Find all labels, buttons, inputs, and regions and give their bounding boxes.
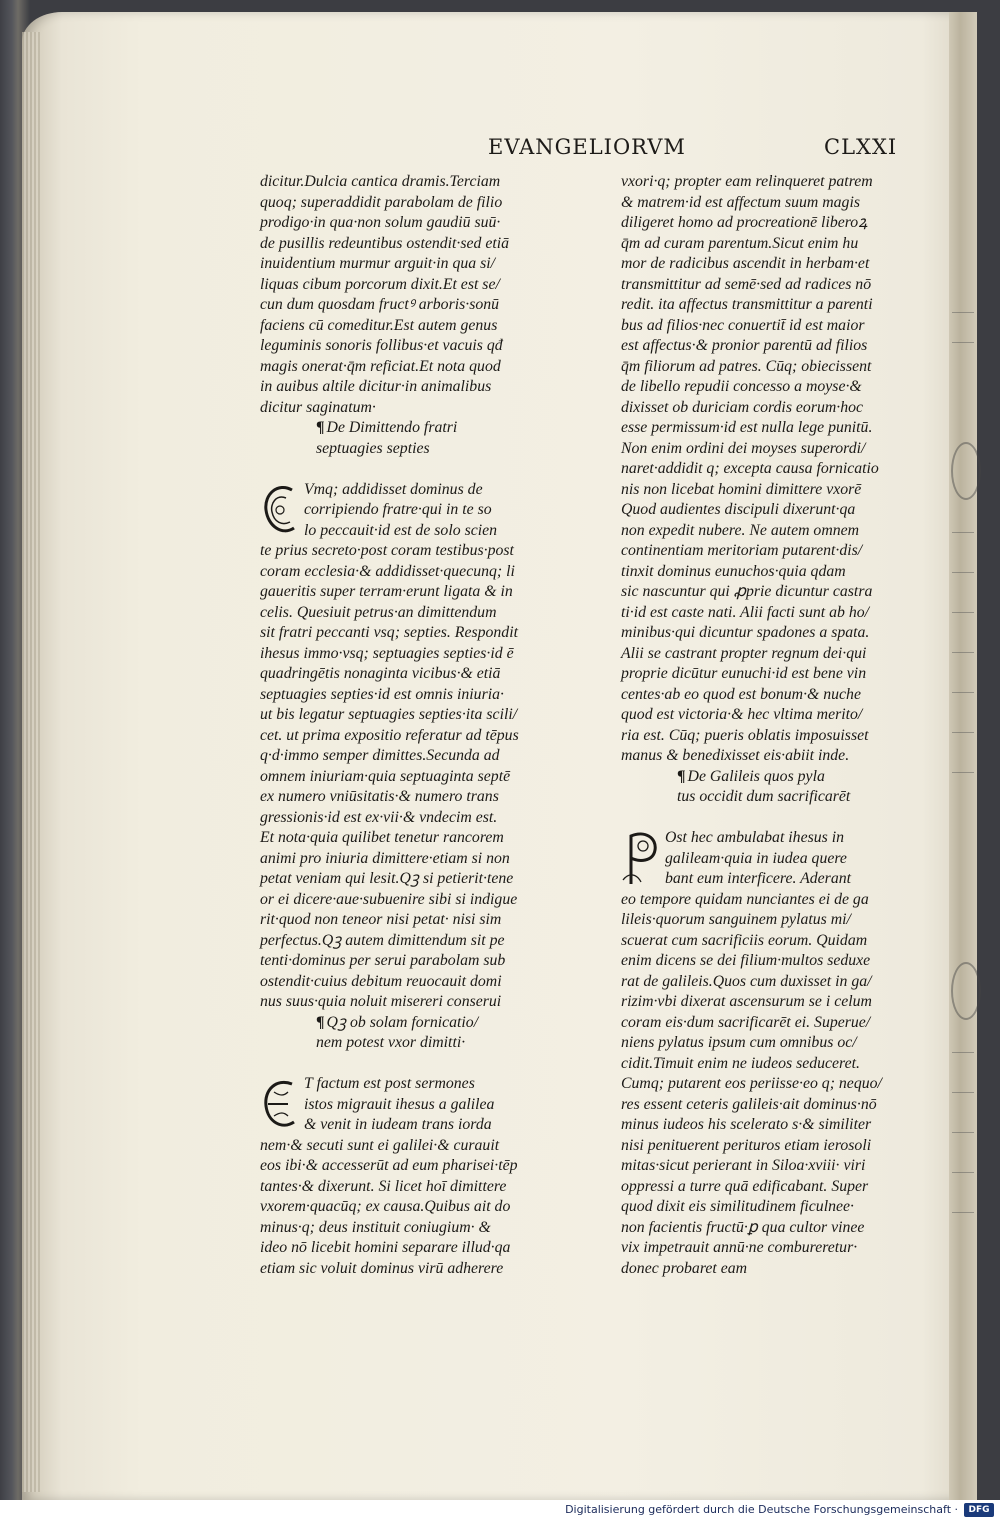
text-line: sic nascuntur qui ꝓprie dicuntur castra bbox=[621, 583, 873, 600]
text-line: corripiendo fratre·qui in te so bbox=[304, 501, 492, 518]
text-line: nis non licebat homini dimittere vxorē bbox=[621, 480, 862, 498]
rubric-heading-cont: septuagies septies bbox=[316, 439, 430, 457]
text-line: rit·quod non teneor nisi petat· nisi sim bbox=[260, 911, 502, 928]
text-line: te prius secreto·post coram testibus·post bbox=[260, 542, 514, 559]
text-line: ostendit·cuius debitum reuocauit domi bbox=[260, 972, 502, 990]
text-line: q̄m ad curam parentum.Sicut enim hu bbox=[621, 234, 859, 252]
text-line: magis onerat·q̄m reficiat.Et nota quod bbox=[260, 357, 501, 375]
text-line: celis. Quesiuit petrus·an dimittendum bbox=[260, 603, 497, 621]
text-line: tantes·& dixerunt. Si licet hoī dimittere bbox=[260, 1177, 507, 1195]
initial-c-icon bbox=[260, 480, 300, 540]
text-line: ut bis legatur septuagies septies·ita scili/ bbox=[260, 706, 518, 723]
text-line: ti·id est caste nati. Alii facti sunt ab ho/ bbox=[621, 603, 870, 621]
text-line: eo tempore quidam nunciantes ei de ga bbox=[621, 890, 869, 908]
facing-page-edge bbox=[949, 12, 977, 1500]
text-line: Non enim ordini dei moyses superordi/ bbox=[621, 439, 866, 457]
running-head-title: EVANGELIORVM bbox=[488, 135, 686, 159]
text-line: non facientis fructū·ꝑ qua cultor vinee bbox=[621, 1218, 865, 1236]
text-line: prodigo·in qua·non solum gaudiū suū· bbox=[260, 214, 501, 231]
text-line: quod est victoria·& hec vltima merito/ bbox=[621, 706, 863, 723]
rubric-heading: ¶ De Galileis quos pyla bbox=[677, 767, 825, 785]
text-block bbox=[621, 172, 911, 767]
text-line: gressionis·id est ex·vii·& vndecim est. bbox=[260, 808, 498, 826]
text-line: q·d·immo semper dimittes.Secunda ad bbox=[260, 747, 500, 764]
text-line: Ost hec ambulabat ihesus in bbox=[665, 829, 845, 846]
text-line: sit fratri peccanti vsq; septies. Respondit bbox=[260, 624, 518, 641]
text-line: coram eis·dum sacrificarēt ei. Superue/ bbox=[621, 1013, 871, 1031]
text-line: & matrem·id est affectum suum magis bbox=[621, 193, 860, 211]
text-line: continentiam meritoriam putarent·dis/ bbox=[621, 542, 863, 559]
text-line: ex numero vniūsitatis·& numero trans bbox=[260, 788, 499, 805]
text-line: animi pro iniuria dimittere·etiam si non bbox=[260, 849, 510, 867]
text-line: oppressi a turre quā edificabant. Super bbox=[621, 1177, 869, 1195]
paragraph-with-initial bbox=[621, 828, 911, 890]
text-line: lo peccauit·id est de solo scien bbox=[304, 521, 498, 539]
text-line: dixisset ob duriciam cordis eorum·hoc bbox=[621, 398, 864, 416]
pilcrow-icon: ¶ bbox=[677, 767, 686, 785]
text-line: vix impetrauit annū·ne combureretur· bbox=[621, 1239, 858, 1256]
rubric-heading: ¶ De Dimittendo fratri bbox=[316, 419, 458, 436]
text-line: Alii se castrant propter regnum dei·qui bbox=[621, 644, 867, 662]
text-line: ideo nō licebit homini separare illud·qa bbox=[260, 1239, 511, 1256]
initial-e-icon bbox=[260, 1074, 300, 1134]
right-text-column bbox=[621, 172, 911, 1279]
left-text-column bbox=[260, 172, 560, 1279]
text-line: quod dixit eis similitudinem ficulnee· bbox=[621, 1198, 854, 1215]
text-line: de pusillis redeuntibus ostendit·sed etiā bbox=[260, 234, 510, 252]
text-line: septuagies septies·id est omnis iniuria· bbox=[260, 685, 504, 703]
rubric-heading-cont: tus occidit dum sacrificarēt bbox=[677, 788, 851, 805]
text-line: Et nota·quia quilibet tenetur rancorem bbox=[260, 829, 504, 846]
text-line: rizim·vbi dixerat ascensurum se i celum bbox=[621, 993, 872, 1010]
text-line: faciens cū comeditur.Est autem genus bbox=[260, 316, 498, 334]
initial-p-icon bbox=[621, 828, 661, 888]
pilcrow-icon: ¶ bbox=[316, 1013, 325, 1031]
text-line: perfectus.Qꝫ autem dimittendum sit pe bbox=[260, 931, 505, 949]
text-line: diligeret homo ad procreationē liberoꝝ bbox=[621, 214, 868, 231]
text-line: dicitur.Dulcia cantica dramis.Terciam bbox=[260, 173, 501, 190]
text-line: minibus·qui dicuntur spadones a spata. bbox=[621, 624, 870, 641]
text-line: proprie dicūtur eunuchi·id est bene vin bbox=[621, 665, 867, 682]
text-line: petat veniam qui lesit.Qꝫ si petierit·tene bbox=[260, 870, 514, 887]
text-line: q̄m filiorum ad patres. Cūq; obiecissent bbox=[621, 357, 872, 375]
text-line: bus ad filios·nec conuertit̄ id est maior bbox=[621, 316, 865, 334]
rubric-heading: ¶ Qꝫ ob solam fornicatio/ bbox=[316, 1013, 479, 1031]
paragraph-with-initial bbox=[260, 480, 560, 542]
text-line: leguminis sonoris follibus·et vacuis qđ bbox=[260, 337, 503, 354]
text-line: inuidentium murmur arguit·in qua si/ bbox=[260, 255, 496, 272]
text-line: or ei dicere·aue·subuenire sibi si indigue bbox=[260, 890, 518, 908]
text-line: dicitur saginatum· bbox=[260, 398, 376, 416]
text-line: nem·& secuti sunt ei galilei·& curauit bbox=[260, 1136, 500, 1154]
text-line: eos ibi·& accesserūt ad eum pharisei·tēp bbox=[260, 1157, 518, 1174]
text-block bbox=[621, 890, 911, 1280]
text-line: vxori·q; propter eam relinqueret patrem bbox=[621, 173, 873, 190]
text-line: rat de galileis.Quos cum duxisset in ga/ bbox=[621, 972, 872, 990]
text-line: omnem iniuriam·quia septuaginta septē bbox=[260, 767, 511, 785]
text-line: niens pylatus ipsum cum omnibus oc/ bbox=[621, 1034, 857, 1051]
text-line: lileis·quorum sanguinem pylatus mi/ bbox=[621, 911, 851, 928]
text-line: Cumq; putarent eos periisse·eo q; nequo/ bbox=[621, 1075, 882, 1092]
text-line: cet. ut prima expositio referatur ad tēpus bbox=[260, 726, 519, 744]
text-line: in auibus altile dicitur·in animalibus bbox=[260, 378, 492, 395]
text-line: bant eum interficere. Aderant bbox=[665, 870, 852, 887]
text-line: Quod audientes discipuli dixerunt·qa bbox=[621, 501, 856, 518]
text-line: scuerat cum sacrificiis eorum. Quidam bbox=[621, 931, 868, 949]
text-line: non expedit nubere. Ne autem omnem bbox=[621, 521, 860, 539]
text-line: transmittitur ad semē·sed ad radices nō bbox=[621, 275, 872, 293]
text-line: naret·addidit q; excepta causa fornicatio bbox=[621, 460, 879, 477]
text-line: T factum est post sermones bbox=[304, 1075, 475, 1092]
text-line: nisi penituerent perituros etiam ierosoli bbox=[621, 1136, 872, 1154]
text-line: minus·q; deus instituit coniugium· & bbox=[260, 1218, 491, 1236]
text-line: centes·ab eo quod est bonum·& nuche bbox=[621, 685, 861, 703]
dfg-logo: DFG bbox=[964, 1503, 994, 1517]
text-block bbox=[260, 172, 560, 418]
text-line: ria est. Cūq; pueris oblatis imposuisset bbox=[621, 726, 869, 744]
text-line: minus iudeos his scelerato s·& similiter bbox=[621, 1116, 872, 1133]
text-line: res essent ceteris galileis·ait dominus·nō bbox=[621, 1095, 877, 1113]
text-line: enim dicens se dei filium·multos seduxe bbox=[621, 952, 871, 969]
text-line: de libello repudii concesso a moyse·& bbox=[621, 378, 862, 395]
text-line: quoq; superaddidit parabolam de filio bbox=[260, 193, 503, 211]
text-line: coram ecclesia·& addidisset·quecunq; li bbox=[260, 562, 515, 580]
text-line: istos migrauit ihesus a galilea bbox=[304, 1095, 495, 1113]
text-line: redit. ita affectus transmittitur a parenti bbox=[621, 296, 873, 313]
text-line: donec probaret eam bbox=[621, 1259, 748, 1277]
folio-number: CLXXI bbox=[824, 135, 898, 159]
text-line: vxorem·quacūq; ex causa.Quibus ait do bbox=[260, 1198, 511, 1215]
text-line: est affectus·& pronior parentū ad filios bbox=[621, 337, 868, 354]
text-line: tinxit dominus eunuchos·quia qdam bbox=[621, 562, 846, 580]
page-stack-edge bbox=[22, 32, 40, 1492]
pilcrow-icon: ¶ bbox=[316, 419, 325, 436]
text-line: & venit in iudeam trans iorda bbox=[304, 1116, 492, 1133]
text-line: mor de radicibus ascendit in herbam·et bbox=[621, 255, 870, 272]
text-line: nus suus·quia noluit misereri conserui bbox=[260, 993, 502, 1010]
rubric-heading-cont: nem potest vxor dimitti· bbox=[316, 1034, 466, 1051]
footer-bar bbox=[0, 1500, 1000, 1520]
text-line: cun dum quosdam fructꝰ arboris·sonū bbox=[260, 296, 500, 313]
paragraph-with-initial bbox=[260, 1074, 560, 1136]
text-line: liquas cibum porcorum dixit.Et est se/ bbox=[260, 275, 500, 293]
text-line: tenti·dominus per serui parabolam sub bbox=[260, 952, 506, 969]
text-line: mitas·sicut perierant in Siloa·xviii· viri bbox=[621, 1157, 866, 1174]
text-block bbox=[260, 1136, 560, 1280]
text-line: galileam·quia in iudea quere bbox=[665, 849, 847, 867]
text-line: cidit.Timuit enim ne iudeos seduceret. bbox=[621, 1054, 860, 1072]
text-line: gaueritis super terram·erunt ligata & in bbox=[260, 583, 513, 600]
text-line: quadringētis nonaginta vicibus·& etiā bbox=[260, 665, 501, 682]
text-line: ihesus immo·vsq; septuagies septies·id ē bbox=[260, 644, 514, 662]
text-line: etiam sic voluit dominus virū adherere bbox=[260, 1259, 504, 1277]
funding-credit: Digitalisierung gefördert durch die Deutsche Forschungsgemeinschaft · bbox=[565, 1503, 958, 1516]
text-line: esse permissum·id est nulla lege punitū. bbox=[621, 419, 873, 436]
text-line: manus & benedixisset eis·abiit inde. bbox=[621, 747, 850, 764]
text-block bbox=[260, 541, 560, 1013]
text-line: Vmq; addidisset dominus de bbox=[304, 480, 483, 498]
